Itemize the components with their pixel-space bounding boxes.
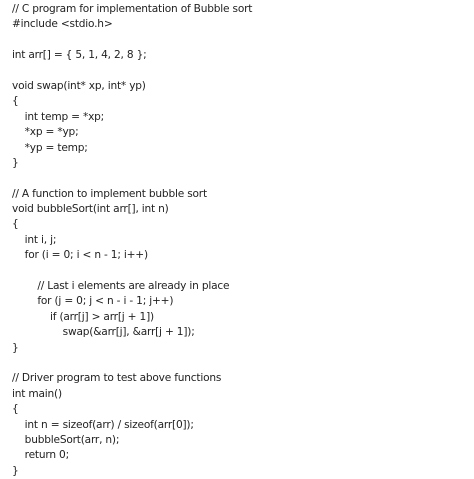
code-line-close-brace: } [12, 464, 19, 477]
code-line-main-body-3: return 0; [12, 449, 69, 462]
code-line-swap-body-1: int temp = *xp; [12, 110, 105, 123]
code-line-swap-body-2: *xp = *yp; [12, 126, 79, 139]
code-line-comment: // Driver program to test above functions [12, 372, 222, 385]
code-line-close-brace: } [12, 341, 19, 354]
code-line-swap-signature: void swap(int* xp, int* yp) [12, 79, 146, 92]
code-line-include: #include <stdio.h> [12, 18, 113, 31]
code-line-blank [12, 171, 252, 186]
code-line-array-decl: int arr[] = { 5, 1, 4, 2, 8 }; [12, 49, 147, 62]
code-line-main-signature: int main() [12, 387, 62, 400]
code-line-comment: // C program for implementation of Bubble sort [12, 3, 253, 15]
code-line-bubblesort-body-5: swap(&arr[j], &arr[j + 1]); [12, 326, 195, 339]
code-line-blank [12, 356, 252, 371]
code-line-bubblesort-body-4: if (arr[j] > arr[j + 1]) [12, 310, 154, 323]
code-line-swap-body-3: *yp = temp; [12, 141, 88, 154]
code-line-blank [12, 64, 252, 79]
code-listing [12, 2, 252, 479]
code-line-blank [12, 33, 252, 48]
code-line-main-body-2: bubbleSort(arr, n); [12, 433, 120, 446]
code-line-comment: // A function to implement bubble sort [12, 187, 207, 200]
code-line-main-body-1: int n = sizeof(arr) / sizeof(arr[0]); [12, 418, 194, 431]
code-line-bubblesort-body-3: for (j = 0; j < n - i - 1; j++) [12, 295, 174, 308]
code-line-bubblesort-signature: void bubbleSort(int arr[], int n) [12, 203, 169, 216]
code-line-bubblesort-body-1: int i, j; [12, 233, 57, 246]
code-line-open-brace: { [12, 403, 19, 416]
code-line-close-brace: } [12, 156, 19, 169]
code-line-open-brace: { [12, 218, 19, 231]
code-line-open-brace: { [12, 95, 19, 108]
code-line-blank [12, 264, 252, 279]
code-line-bubblesort-body-2: for (i = 0; i < n - 1; i++) [12, 249, 148, 262]
code-line-comment: // Last i elements are already in place [12, 280, 230, 293]
